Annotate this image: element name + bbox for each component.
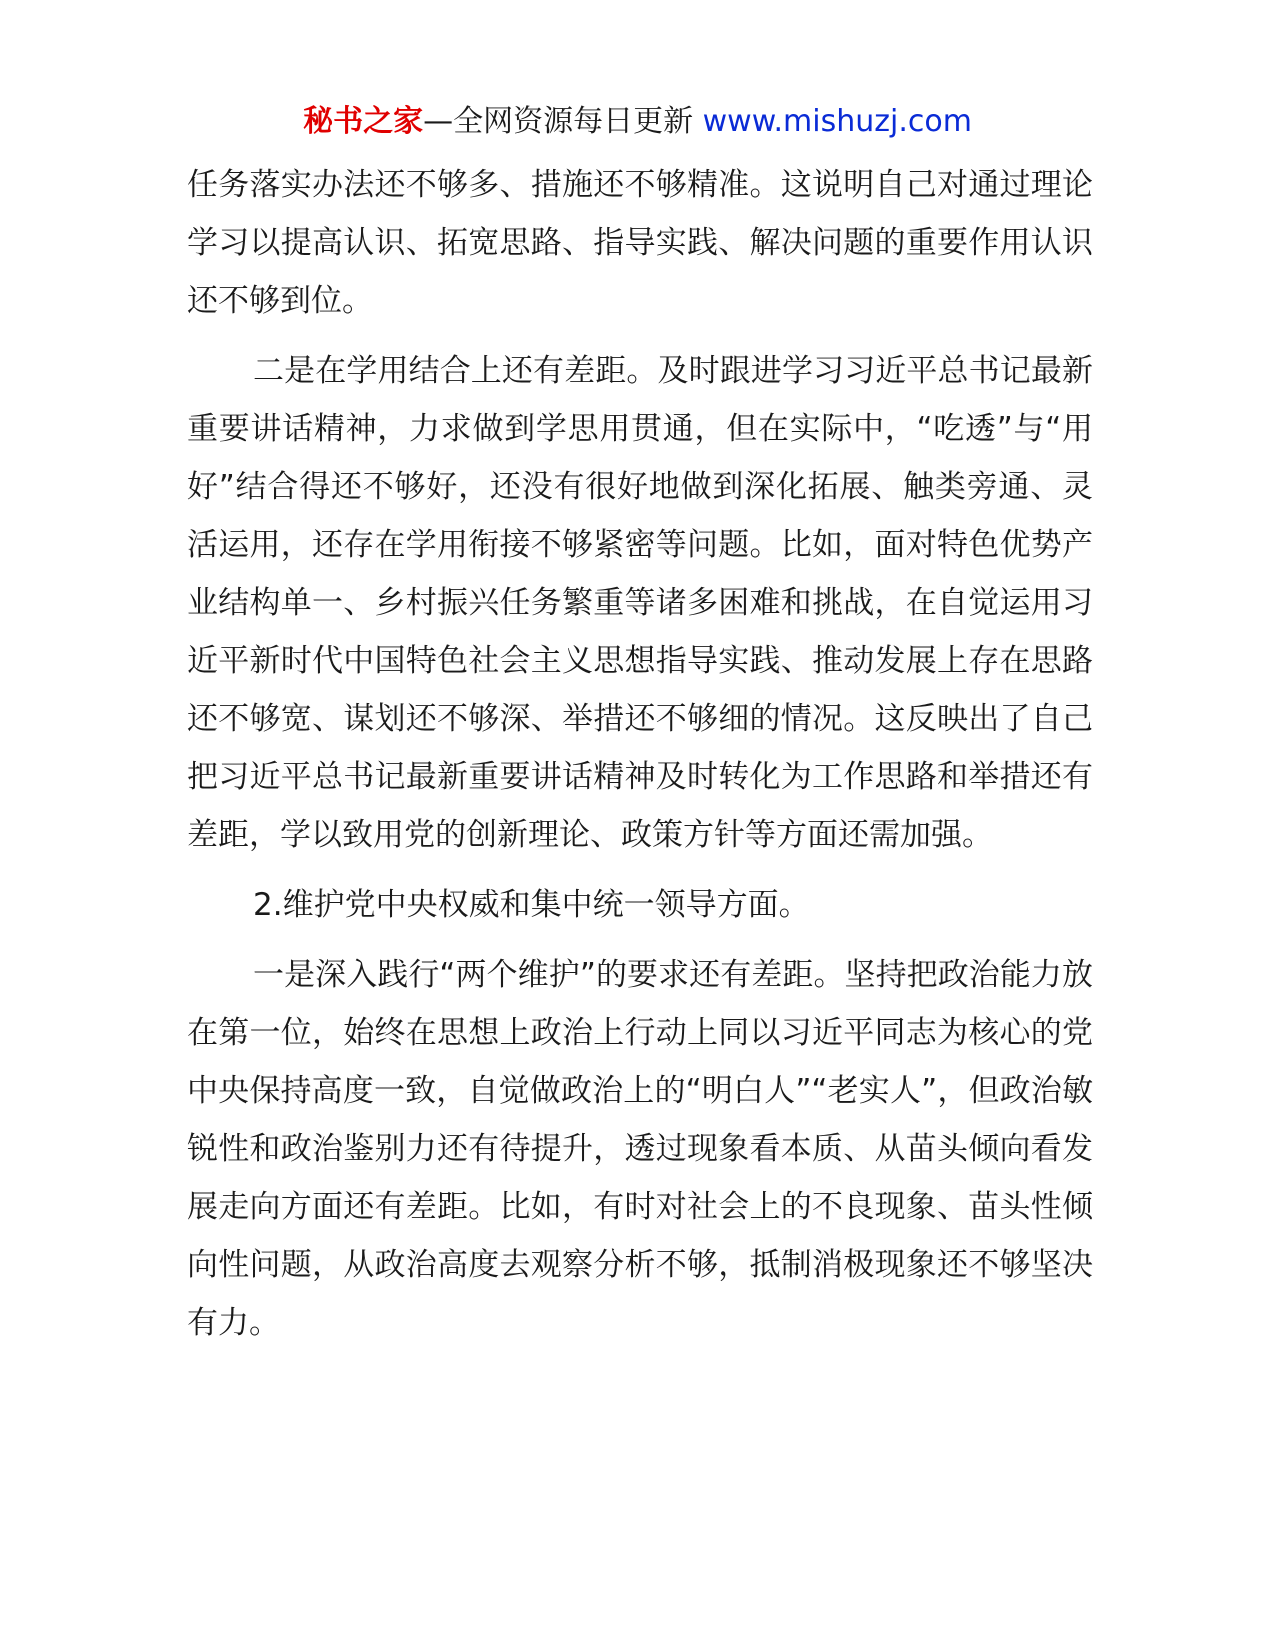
brand-name: 秘书之家: [303, 104, 424, 139]
website-link[interactable]: www.mishuzj.com: [702, 104, 972, 139]
page-header: [0, 100, 1275, 144]
paragraph-two-safeguards-gap: 一是深入践行“两个维护”的要求还有差距。坚持把政治能力放在第一位，始终在思想上政治上行动上同以习近平同志为核心的党中央保持高度一致，自觉做政治上的“明白人”“老实人”，但政治敏锐性和政治鉴别力还有待提升，透过现象看本质、从苗头倾向看发展走向方面还有差距。比如，有时对社会上的不良现象、苗头性倾向性问题，从政治高度去观察分析不够，抵制消极现象还不够坚决有力。: [187, 957, 1093, 1341]
paragraph-continuation: 任务落实办法还不够多、措施还不够精准。这说明自己对通过理论学习以提高认识、拓宽思路、指导实践、解决问题的重要作用认识还不够到位。: [187, 167, 1093, 319]
header-tagline: —全网资源每日更新: [423, 104, 703, 139]
document-body: [187, 156, 1093, 1364]
paragraph-study-application-gap: 二是在学用结合上还有差距。及时跟进学习习近平总书记最新重要讲话精神，力求做到学思用贯通，但在实际中，“吃透”与“用好”结合得还不够好，还没有很好地做到深化拓展、触类旁通、灵活运用，还存在学用衔接不够紧密等问题。比如，面对特色优势产业结构单一、乡村振兴任务繁重等诸多困难和挑战，在自觉运用习近平新时代中国特色社会主义思想指导实践、推动发展上存在思路还不够宽、谋划还不够深、举措还不够细的情况。这反映出了自己把习近平总书记最新重要讲话精神及时转化为工作思路和举措还有差距，学以致用党的创新理论、政策方针等方面还需加强。: [187, 353, 1093, 853]
section-heading-central-authority: 2.维护党中央权威和集中统一领导方面。: [253, 887, 810, 923]
